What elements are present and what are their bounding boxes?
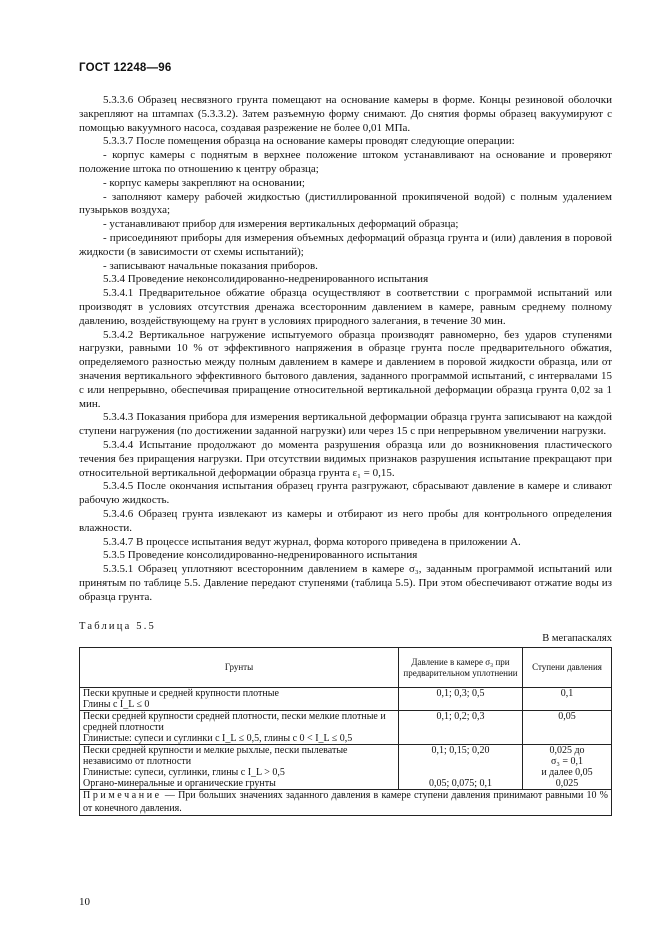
steps-line: 0,05	[558, 711, 576, 722]
cell-soils	[80, 688, 399, 711]
paragraph: 5.3.4.2 Вертикальное нагружение испытуемого образца производят равномерно, без ударов ступенями нагрузки, равными 10 % от эффективного напряжения в образце грунта после предварительного обжатия, определяемого разностью между полным давлением в камере и давлением в поровой жидкости образца, или от значения вертикального эффективного бытового давления, заданного программой испытаний, с интервалами 15 с или непрерывно, обеспечивая приращение относительной вертикальной деформации образца грунта 0,02 за 1 мин.	[79, 328, 612, 410]
table-header-row	[80, 648, 612, 688]
cell-steps	[523, 688, 612, 711]
section-heading: 5.3.5 Проведение консолидированно-недренированного испытания	[103, 549, 418, 562]
soil-line: Органо-минеральные и органические грунты	[83, 778, 276, 789]
pressure-table	[79, 647, 612, 816]
cell-pressure	[399, 745, 523, 790]
soil-line: Пески средней крупности средней плотности, пески мелкие плотные и средней плотности	[83, 711, 386, 733]
steps-line: 0,1	[560, 688, 574, 699]
table-row	[80, 688, 612, 711]
section-heading: 5.3.4 Проведение неконсолидированно-недренированного испытания	[103, 273, 429, 286]
list-item: - записывают начальные показания приборов.	[103, 259, 318, 272]
table-row	[80, 711, 612, 745]
soil-line: Пески крупные и средней крупности плотные	[83, 688, 279, 699]
note-label: Примечание	[83, 790, 162, 801]
spacer	[402, 756, 519, 767]
body-text	[79, 94, 612, 604]
column-header-steps: Ступени давления	[523, 648, 612, 688]
steps-line: 0,025 до	[549, 745, 585, 756]
table-row	[80, 745, 612, 790]
steps-line: 0,025	[555, 778, 579, 789]
pressure-line: 0,1; 0,15; 0,20	[431, 745, 490, 756]
paragraph: 5.3.3.6 Образец несвязного грунта помещают на основание камеры в форме. Концы резиновой оболочки закрепляют на штампах (5.3.3.2). Затем разъемную форму снимают. До снятия формы образец вакуумируют с помощью вакуумного насоса, создавая разрежение не более 0,01 МПа.	[79, 94, 612, 134]
cell-pressure: 0,1; 0,2; 0,3	[399, 711, 523, 745]
paragraph: 5.3.5.1 Образец уплотняют всесторонним давлением в камере σ₃, заданным программой испытаний или принятым по таблице 5.5. Давление передают ступенями (таблица 5.5). При этом обеспечивают отжатие воды из образца грунта.	[79, 563, 612, 603]
cell-steps	[523, 745, 612, 790]
list-item: - корпус камеры закрепляют на основании;	[103, 176, 305, 189]
column-header-pressure: Давление в камере σ₃ при предварительном уплотнении	[399, 648, 523, 688]
cell-pressure: 0,1; 0,3; 0,5	[399, 688, 523, 711]
document-standard-header: ГОСТ 12248—96	[79, 62, 172, 74]
column-header-soils: Грунты	[80, 648, 399, 688]
paragraph: 5.3.4.4 Испытание продолжают до момента разрушения образца или до возникновения пластического течения без приращения нагрузки. При отсутствии видимых признаков разрушения испытание прекращают при относительной вертикальной деформации образца грунта ε₁ = 0,15.	[79, 438, 612, 479]
table-units: В мегапаскалях	[542, 633, 612, 644]
cell-steps	[523, 711, 612, 745]
paragraph: 5.3.4.6 Образец грунта извлекают из камеры и отбирают из него пробы для контрольного определения влажности.	[79, 507, 612, 534]
paragraph: 5.3.4.7 В процессе испытания ведут журнал, форма которого приведена в приложении А.	[103, 535, 521, 548]
table-note	[80, 790, 612, 816]
table-note-row	[80, 790, 612, 816]
cell-soils	[80, 711, 399, 745]
paragraph: 5.3.4.3 Показания прибора для измерения вертикальной деформации образца грунта записывают на каждой ступени нагружения (по достижении заданной нагрузки) или через 15 с при непрерывном увеличении нагрузки.	[79, 411, 612, 438]
table-caption: Таблица 5.5	[79, 621, 156, 632]
soil-line: Глинистые: супеси, суглинки, глины с I_L > 0,5	[83, 767, 285, 778]
spacer	[402, 767, 519, 778]
list-item: - устанавливают прибор для измерения вертикальных деформаций образца;	[103, 218, 459, 231]
list-item: - заполняют камеру рабочей жидкостью (дистиллированной прокипяченой водой) с полным удалением пузырьков воздуха;	[79, 190, 612, 217]
paragraph: 5.3.3.7 После помещения образца на основание камеры проводят следующие операции:	[103, 135, 515, 148]
list-item: - корпус камеры с поднятым в верхнее положение штоком устанавливают на основание и проверяют положение штока по отношению к центру образца;	[79, 149, 612, 175]
list-item: - присоединяют приборы для измерения объемных деформаций образца грунта и (или) давления в поровой жидкости (в зависимости от схемы испытаний);	[79, 231, 612, 258]
steps-line: и далее 0,05	[541, 767, 593, 778]
soil-line: Глины с I_L ≤ 0	[83, 699, 150, 710]
paragraph: 5.3.4.1 Предварительное обжатие образца осуществляют в соответствии с программой испытаний или производят в условиях отсутствия дренажа всесторонним давлением в камере, равным среднему полному давлению, воздействующему на грунт в условиях природного залегания, в течение 30 мин.	[79, 287, 612, 327]
steps-line: σ₃ = 0,1	[550, 756, 584, 767]
cell-soils	[80, 745, 399, 790]
soil-line: Пески средней крупности и мелкие рыхлые, пески пылеватые независимо от плотности	[83, 745, 348, 767]
soil-line: Глинистые: супеси и суглинки с I_L ≤ 0,5, глины с 0 < I_L ≤ 0,5	[83, 733, 353, 744]
pressure-line: 0,05; 0,075; 0,1	[428, 778, 493, 789]
paragraph: 5.3.4.5 После окончания испытания образец грунта разгружают, сбрасывают давление в камере и сливают рабочую жидкость.	[79, 480, 612, 507]
page-number: 10	[79, 896, 90, 908]
note-text: — При больших значениях заданного давления в камере ступени давления принимают равными 10 % от конечного давления.	[83, 790, 608, 814]
